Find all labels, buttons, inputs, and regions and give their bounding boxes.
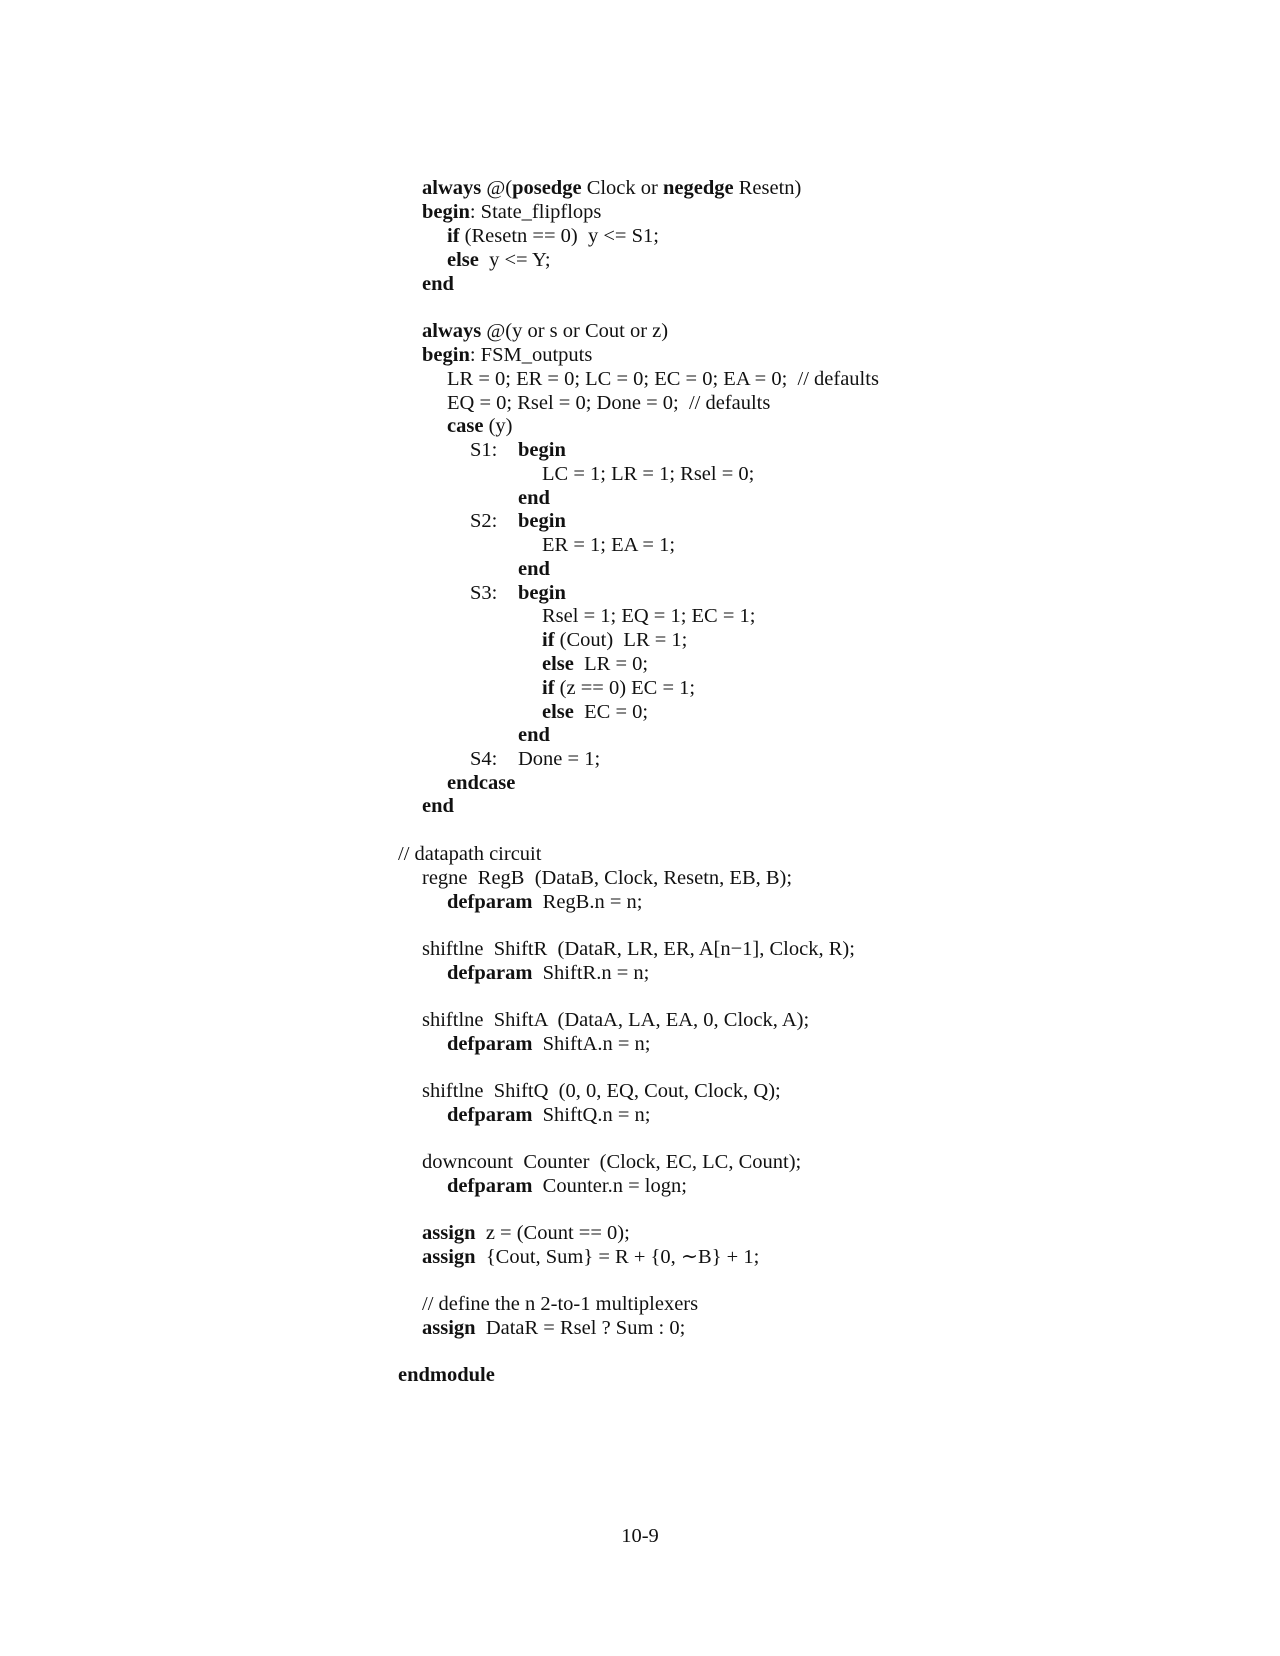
code-text: shiftlne ShiftA (DataA, LA, EA, 0, Clock, A); [422,1009,810,1031]
code-line [422,1316,685,1341]
code-keyword: always [422,177,482,199]
code-text: ER = 1; EA = 1; [542,534,676,556]
code-keyword: else [542,653,574,675]
code-line [518,747,600,772]
code-keyword: endmodule [398,1364,495,1386]
code-line [518,509,566,534]
code-text: y <= Y; [478,249,551,271]
code-line [422,1008,809,1033]
code-text: Counter.n = logn; [532,1175,687,1197]
code-text: : State_flipflops [469,201,602,223]
code-keyword: assign [422,1246,476,1268]
code-text: ShiftA.n = n; [532,1033,651,1055]
code-text: // datapath circuit [398,843,542,865]
code-text: z = (Count == 0); [475,1222,630,1244]
code-text: Rsel = 1; EQ = 1; EC = 1; [542,605,756,627]
code-line [447,391,770,416]
code-line [542,604,756,629]
code-text: (Resetn == 0) y <= S1; [459,225,659,247]
code-text: regne RegB (DataB, Clock, Resetn, EB, B); [422,867,793,889]
code-line [422,343,592,368]
code-keyword: defparam [447,1175,533,1197]
code-line [447,1103,650,1128]
code-line [447,1174,687,1199]
code-keyword: assign [422,1222,476,1244]
code-line [518,438,566,463]
code-line [447,961,649,986]
code-line [542,628,687,653]
code-keyword: defparam [447,962,533,984]
code-keyword: endcase [447,772,516,794]
code-text: {Cout, Sum} = R + {0, ∼B} + 1; [475,1246,760,1268]
code-text: (Cout) LR = 1; [554,629,688,651]
code-line [470,438,497,463]
code-line [470,747,497,772]
code-line [518,486,550,511]
code-text: S2: [470,510,498,532]
code-text: DataR = Rsel ? Sum : 0; [475,1317,686,1339]
code-keyword: begin [518,582,566,604]
code-line [542,676,695,701]
code-text: LR = 0; ER = 0; LC = 0; EC = 0; EA = 0; // defaults [447,368,879,390]
code-line [542,700,648,725]
code-text: @(y or s or Cout or z) [481,320,669,342]
code-keyword: always [422,320,482,342]
code-keyword: negedge [662,177,734,199]
page-number: 10-9 [621,1525,659,1547]
code-line [422,1292,698,1317]
code-line [447,367,879,392]
code-line [470,509,497,534]
code-text: S4: [470,748,498,770]
code-text: shiftlne ShiftR (DataR, LR, ER, A[n−1], Clock, R); [422,938,855,960]
code-line [447,771,515,796]
code-text: : FSM_outputs [469,344,593,366]
code-text: LR = 0; [573,653,649,675]
code-text: shiftlne ShiftQ (0, 0, EQ, Cout, Clock, Q); [422,1080,781,1102]
code-keyword: else [542,701,574,723]
code-line [447,414,512,439]
code-text: Done = 1; [518,748,601,770]
code-line [447,1032,650,1057]
code-text: Clock or [581,177,663,199]
code-line [422,319,668,344]
code-line [422,200,601,225]
code-line [447,890,642,915]
code-line [422,176,801,201]
code-keyword: end [518,724,550,746]
code-keyword: if [447,225,460,247]
code-keyword: begin [518,439,566,461]
code-line [398,842,541,867]
code-keyword: end [422,273,454,295]
code-text: RegB.n = n; [532,891,643,913]
code-keyword: else [447,249,479,271]
code-line [542,652,648,677]
code-keyword: begin [422,201,470,223]
code-text: (z == 0) EC = 1; [554,677,696,699]
code-line [398,1363,495,1388]
code-line [422,1079,781,1104]
code-line [422,794,454,819]
code-keyword: assign [422,1317,476,1339]
code-line [447,224,659,249]
code-text: EC = 0; [573,701,649,723]
code-text: downcount Counter (Clock, EC, LC, Count); [422,1151,802,1173]
code-keyword: if [542,677,555,699]
code-line [447,248,551,273]
code-line [542,462,754,487]
code-line [422,937,855,962]
code-text: // define the n 2-to-1 multiplexers [422,1293,699,1315]
code-line [518,581,566,606]
code-keyword: defparam [447,891,533,913]
code-line [542,533,675,558]
code-text: S1: [470,439,498,461]
code-line [470,581,497,606]
code-line [422,272,454,297]
code-line [422,1150,801,1175]
code-keyword: end [422,795,454,817]
code-keyword: begin [422,344,470,366]
code-keyword: begin [518,510,566,532]
code-line [518,557,550,582]
code-text: (y) [483,415,513,437]
code-keyword: end [518,558,550,580]
code-keyword: posedge [512,177,582,199]
code-text: ShiftR.n = n; [532,962,650,984]
code-text: S3: [470,582,498,604]
code-keyword: defparam [447,1033,533,1055]
code-keyword: case [447,415,484,437]
code-line [422,866,792,891]
code-text: Resetn) [733,177,802,199]
code-text: LC = 1; LR = 1; Rsel = 0; [542,463,755,485]
code-line [422,1221,630,1246]
code-keyword: if [542,629,555,651]
code-text: @( [481,177,513,199]
code-line [422,1245,759,1270]
code-keyword: defparam [447,1104,533,1126]
code-text: EQ = 0; Rsel = 0; Done = 0; // defaults [447,392,771,414]
code-keyword: end [518,487,550,509]
code-line [518,723,550,748]
code-text: ShiftQ.n = n; [532,1104,651,1126]
